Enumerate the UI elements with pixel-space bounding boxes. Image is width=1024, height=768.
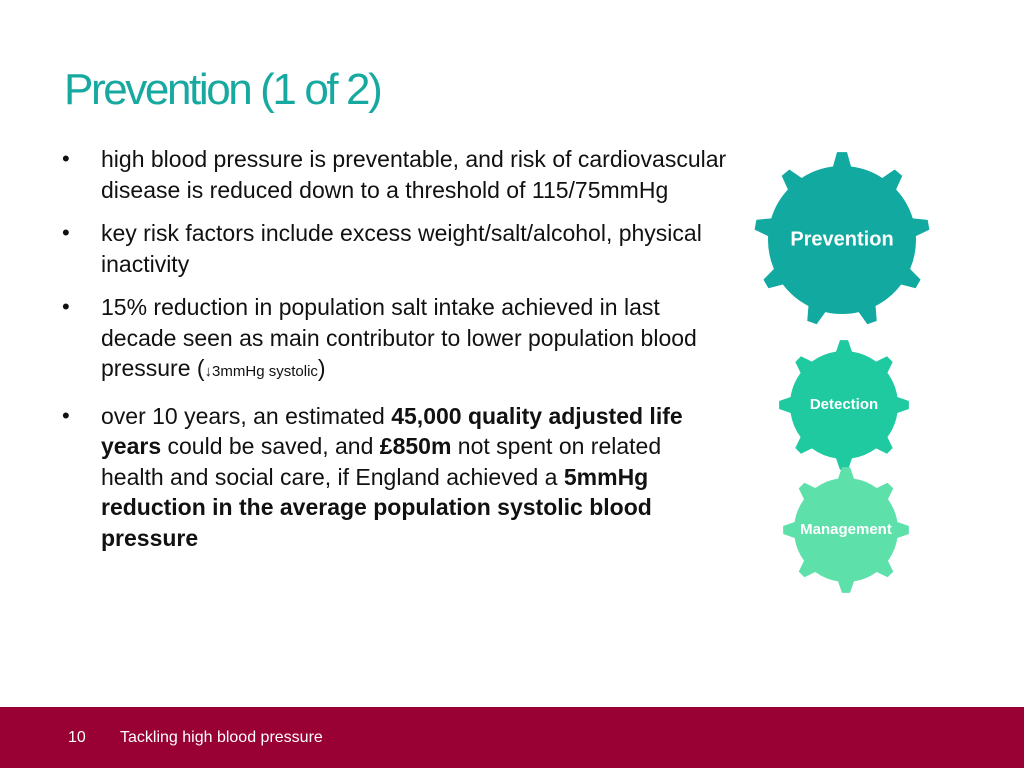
slide-title: Prevention (1 of 2) (64, 65, 381, 114)
bullet-emphasis: 45,000 quality adjusted life years (101, 402, 683, 459)
bullet-item (62, 144, 730, 205)
bullet-marker: • (62, 220, 70, 245)
bullet-text: over 10 years, an estimated (101, 402, 392, 429)
bullet-item (62, 401, 730, 554)
bullet-text: ) (317, 355, 326, 381)
bullet-emphasis: 5mmHg reduction in the average population systolic blood pressure (101, 463, 652, 551)
bullet-emphasis: £850m (379, 433, 452, 459)
bullet-item (62, 292, 730, 388)
bullet-text: ↓3mmHg systolic (204, 363, 318, 380)
gear-label: Management (800, 520, 892, 538)
bullet-list (62, 144, 730, 566)
bullet-marker: • (62, 146, 70, 171)
footer-bar (0, 707, 1024, 768)
bullet-item (62, 218, 730, 279)
bullet-text: could be saved, and (161, 433, 380, 459)
bullet-marker: • (62, 294, 70, 319)
gear-label: Prevention (790, 228, 894, 251)
gears-diagram (740, 150, 950, 600)
gear-label: Detection (809, 395, 879, 413)
bullet-text: 15% reduction in population salt intake achieved in last decade seen as main contributor to lower population blood pressure ( (101, 294, 697, 381)
gear-management (783, 467, 909, 593)
bullet-text: key risk factors include excess weight/salt/alcohol, physical inactivity (101, 220, 702, 277)
footer-title: Tackling high blood pressure (120, 729, 323, 746)
bullet-marker: • (62, 402, 70, 428)
footer-page-number: 10 (68, 729, 86, 746)
bullet-text: not spent on related health and social care, if England achieved a (101, 433, 662, 490)
gear-prevention (755, 152, 930, 324)
gear-detection (779, 340, 909, 470)
bullet-text: high blood pressure is preventable, and risk of cardiovascular disease is reduced down to a threshold of 115/75mmHg (101, 146, 727, 203)
